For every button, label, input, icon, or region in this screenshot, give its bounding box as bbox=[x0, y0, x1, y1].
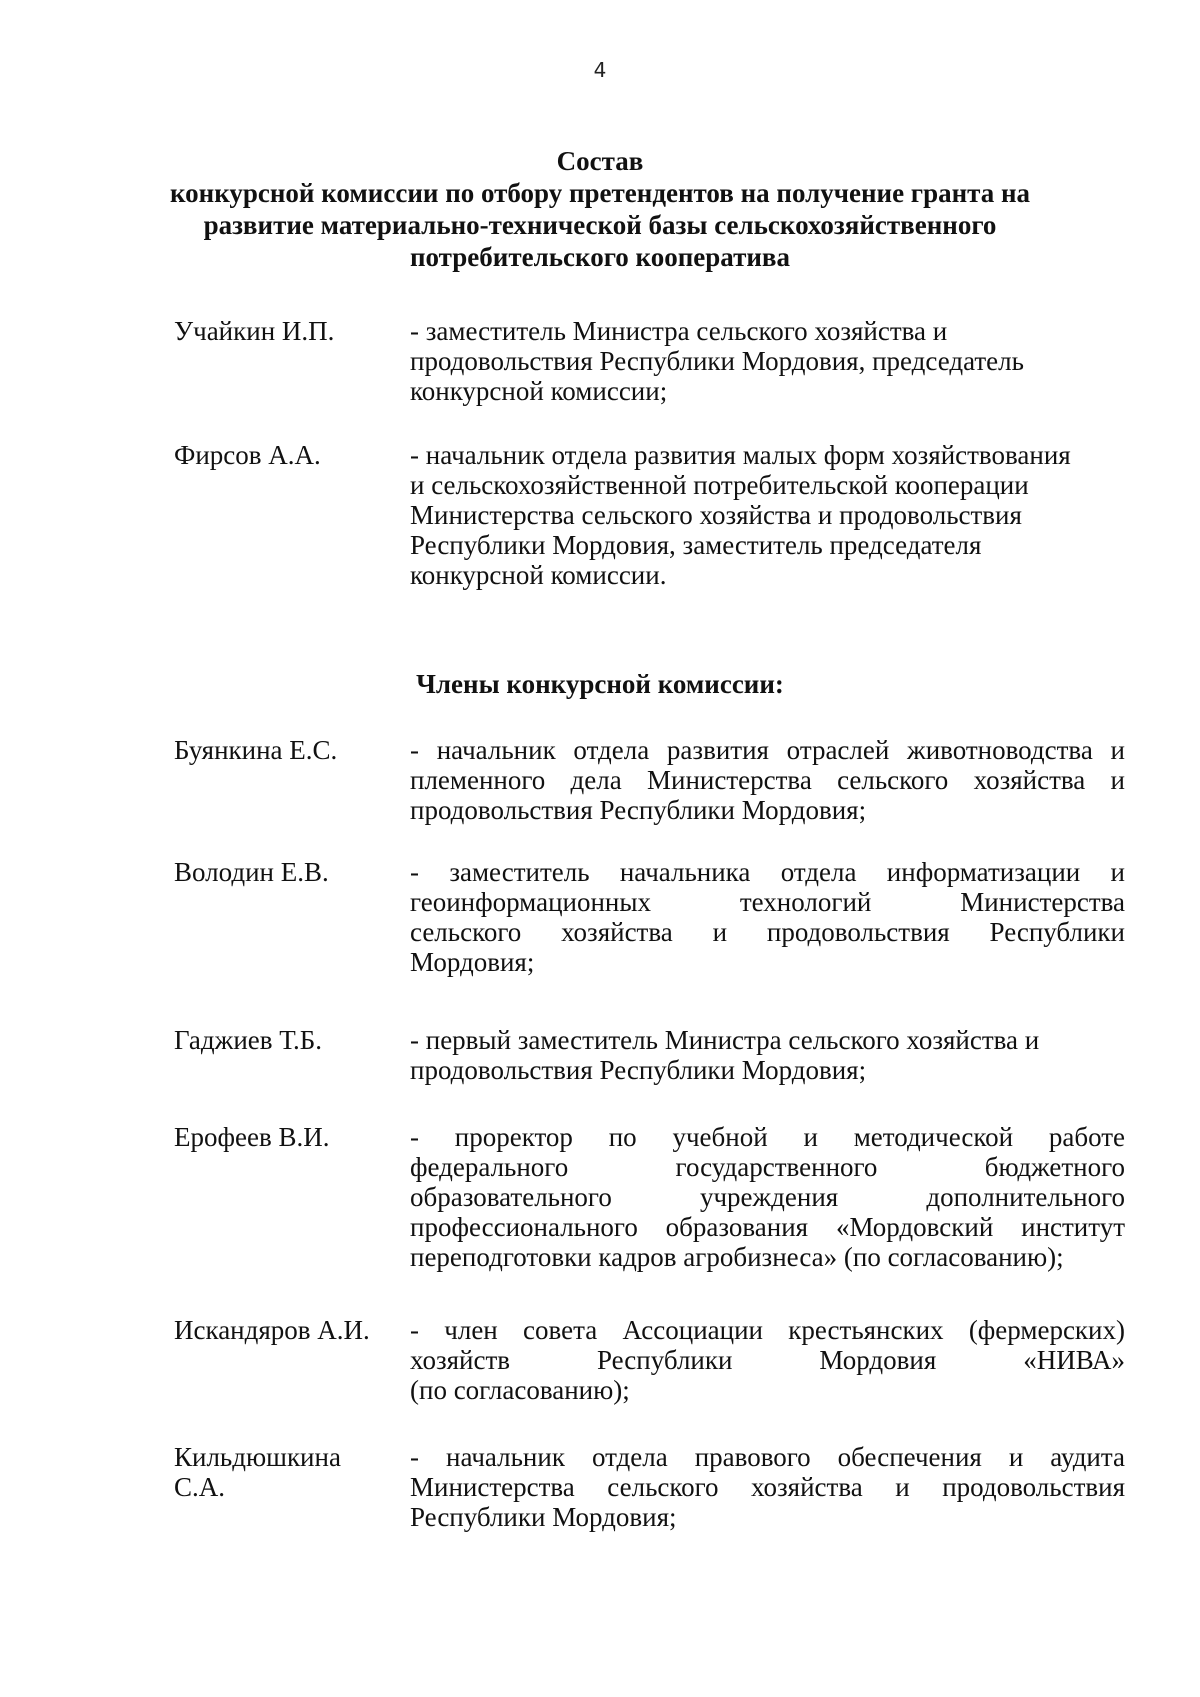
description-line: - заместитель начальника отдела информатизации и bbox=[410, 857, 1125, 887]
description-line: геоинформационных технологий Министерства bbox=[410, 887, 1125, 917]
member-description bbox=[410, 1442, 1125, 1532]
members-heading: Члены конкурсной комиссии: bbox=[416, 669, 784, 699]
description-line: - заместитель Министра сельского хозяйства и bbox=[410, 316, 948, 346]
description-line: конкурсной комиссии. bbox=[410, 560, 667, 590]
description-line: Министерства сельского хозяйства и продовольствия bbox=[410, 500, 1022, 530]
description-line: Республики Мордовия; bbox=[410, 1502, 677, 1532]
description-line: - член совета Ассоциации крестьянских (фермерских) bbox=[410, 1315, 1125, 1345]
description-line: продовольствия Республики Мордовия, председатель bbox=[410, 346, 1024, 376]
member-name: Искандяров А.И. bbox=[174, 1315, 370, 1345]
description-line: - начальник отдела развития малых форм хозяйствования bbox=[410, 440, 1071, 470]
description-line: продовольствия Республики Мордовия; bbox=[410, 795, 867, 825]
description-line: Мордовия; bbox=[410, 947, 535, 977]
member-name: Ерофеев В.И. bbox=[174, 1122, 330, 1152]
member-description bbox=[410, 1315, 1125, 1405]
member-name: Учайкин И.П. bbox=[174, 316, 335, 346]
member-name: Гаджиев Т.Б. bbox=[174, 1025, 323, 1055]
description-line: продовольствия Республики Мордовия; bbox=[410, 1055, 867, 1085]
member-name: Володин Е.В. bbox=[174, 857, 329, 887]
member-description bbox=[410, 1025, 1125, 1085]
member-description bbox=[410, 857, 1125, 977]
description-line: - начальник отдела правового обеспечения и аудита bbox=[410, 1442, 1125, 1472]
description-line: профессионального образования «Мордовский институт bbox=[410, 1212, 1125, 1242]
member-name-line: Кильдюшкина bbox=[174, 1442, 341, 1472]
description-line: - проректор по учебной и методической работе bbox=[410, 1122, 1125, 1152]
description-line: (по согласованию); bbox=[410, 1375, 630, 1405]
description-line: племенного дела Министерства сельского хозяйства и bbox=[410, 765, 1125, 795]
heading-line: потребительского кооператива bbox=[409, 242, 790, 272]
description-line: - начальник отдела развития отраслей животноводства и bbox=[410, 735, 1125, 765]
description-line: - первый заместитель Министра сельского хозяйства и bbox=[410, 1025, 1040, 1055]
member-description bbox=[410, 440, 1125, 590]
heading-line: конкурсной комиссии по отбору претендентов на получение гранта на bbox=[169, 178, 1031, 208]
description-line: Министерства сельского хозяйства и продовольствия bbox=[410, 1472, 1125, 1502]
member-name-line: С.А. bbox=[174, 1472, 226, 1502]
heading-line: Состав bbox=[556, 146, 644, 176]
member-description bbox=[410, 316, 1125, 406]
member-description bbox=[410, 735, 1125, 825]
member-name bbox=[174, 1442, 374, 1502]
member-description bbox=[410, 1122, 1125, 1272]
description-line: сельского хозяйства и продовольствия Республики bbox=[410, 917, 1125, 947]
description-line: и сельскохозяйственной потребительской кооперации bbox=[410, 470, 1029, 500]
description-line: Республики Мордовия, заместитель председателя bbox=[410, 530, 982, 560]
member-name: Фирсов А.А. bbox=[174, 440, 321, 470]
description-line: конкурсной комиссии; bbox=[410, 376, 668, 406]
page-number: 4 bbox=[593, 58, 607, 82]
heading-line: развитие материально-технической базы сельскохозяйственного bbox=[203, 210, 997, 240]
description-line: образовательного учреждения дополнительного bbox=[410, 1182, 1125, 1212]
description-line: хозяйств Республики Мордовия «НИВА» bbox=[410, 1345, 1125, 1375]
description-line: переподготовки кадров агробизнеса» (по согласованию); bbox=[410, 1242, 1064, 1272]
description-line: федерального государственного бюджетного bbox=[410, 1152, 1125, 1182]
member-name: Буянкина Е.С. bbox=[174, 735, 338, 765]
document-heading bbox=[150, 145, 1050, 273]
